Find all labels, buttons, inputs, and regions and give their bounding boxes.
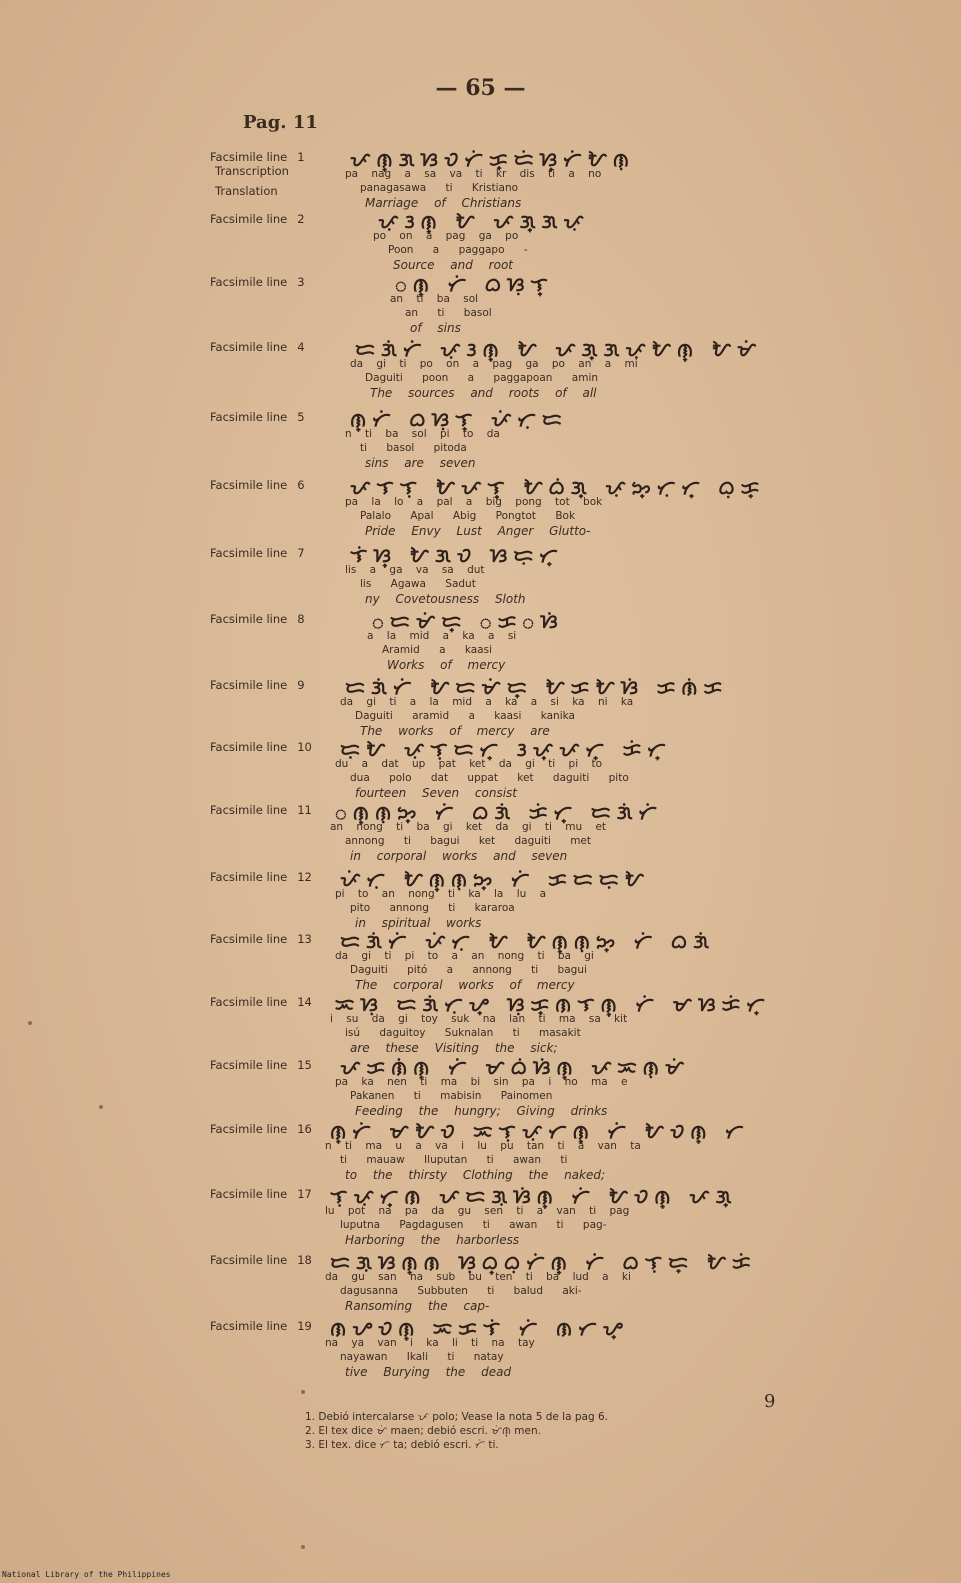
- facsimile-label: [210, 678, 305, 693]
- facsimile-label: [210, 1122, 312, 1137]
- label-text: Facsimile line: [210, 803, 288, 817]
- line-number: 4: [297, 340, 305, 354]
- label-text: Facsimile line: [210, 410, 288, 424]
- specks: [28, 1021, 32, 1025]
- transcription: Pakanen ti mabisin Painomen: [350, 1090, 553, 1102]
- row-label: Translation: [215, 184, 278, 198]
- library-footer: National Library of the Philippines: [2, 1570, 171, 1579]
- label-text: Facsimile line: [210, 740, 288, 754]
- line-number: 18: [297, 1253, 312, 1267]
- transcription: an ti basol: [405, 307, 492, 319]
- footnote: 3. El tex. dice ᜆ ta; debió escri. ᜆᜒ ti.: [305, 1439, 499, 1451]
- syllables: n ti ma u a va i lu pu tan ti a van ta: [325, 1140, 641, 1152]
- translation: Ransoming the cap-: [345, 1299, 490, 1313]
- footnote: 2. El tex dice ᜋᜒ maen; debió escri. ᜋᜒᜈ᜔ men.: [305, 1425, 541, 1437]
- label-text: Facsimile line: [210, 1187, 288, 1201]
- transcription: Aramid a kaasi: [382, 644, 493, 656]
- glyph: ᜇᜓᜀ ᜉᜓᜎᜓᜇᜆ᜔ ᜂᜉ᜔ᜉᜆ᜔ ᜃᜒᜆ᜔: [340, 739, 672, 761]
- label-text: Facsimile line: [210, 870, 288, 884]
- translation: ny Covetousness Sloth: [365, 592, 526, 606]
- translation: Works of mercy: [387, 658, 506, 672]
- syllables: n ti ba sol pi to da: [345, 428, 500, 440]
- syllables: da gu san na sub bu ten ti ba lud a ki: [325, 1271, 631, 1283]
- translation: The works of mercy are: [360, 724, 550, 738]
- glyph: ᜀᜈ᜔ ᜆᜒ ᜊᜐᜓᜎ᜔: [395, 274, 554, 296]
- facsimile-label: [210, 870, 312, 885]
- syllables: da gi ti pi to a an nong ti ba gi: [335, 950, 594, 962]
- syllables: an ti ba sol: [390, 293, 479, 305]
- syllables: pa ka nen ti ma bi sin pa i no ma e: [335, 1076, 628, 1088]
- glyph: ᜎᜓᜉᜓᜆ᜔ᜈ ᜉᜇᜄᜓᜐᜒᜈ᜔ ᜆᜒ ᜀᜏᜈ᜔ ᜉᜄ᜔: [330, 1186, 738, 1208]
- translation: Feeding the hungry; Giving drinks: [355, 1104, 608, 1118]
- glyph: ᜈ᜔ᜆᜒ ᜊᜐᜓᜎ᜔ ᜉᜒᜆᜓᜇ: [350, 409, 568, 431]
- label-text: Facsimile line: [210, 932, 288, 946]
- label-text: Facsimile line: [210, 1319, 288, 1333]
- glyph: ᜉᜃᜈᜒᜈ᜔ ᜆᜒ ᜋᜊᜒᜐᜒᜈ᜔ ᜉᜁᜈᜓᜋᜒ: [340, 1057, 691, 1079]
- line-number: 12: [297, 870, 312, 884]
- transcription: Daguiti poon a paggapoan amin: [365, 372, 599, 384]
- line-number: 5: [297, 410, 305, 424]
- glyph: ᜀᜈ᜔ᜈᜓᜅ᜔ ᜆᜒ ᜊᜄᜒ ᜃᜒᜆ᜔ ᜇᜄᜒᜆᜒ: [335, 802, 663, 824]
- label-text: Facsimile line: [210, 1122, 288, 1136]
- translation: tive Burying the dead: [345, 1365, 512, 1379]
- transcription: Daguiti pitó a annong ti bagui: [350, 964, 587, 976]
- label-text: Facsimile line: [210, 478, 288, 492]
- facsimile-label: [210, 212, 305, 227]
- transcription: dagusanna Subbuten ti balud aki-: [340, 1285, 582, 1297]
- label-text: Facsimile line: [210, 150, 288, 164]
- line-number: 3: [297, 275, 305, 289]
- glyph: ᜉᜎᜎᜓ ᜀᜉᜎ᜔ ᜀᜊᜒᜄ᜔ ᜉᜓᜅ᜔ᜆᜓᜆ᜔ ᜊᜓᜃ᜔: [350, 477, 766, 499]
- glyph: ᜈᜌᜏᜈ᜔ ᜁᜃᜎᜒ ᜆᜒ ᜈᜆᜌ᜔: [330, 1318, 629, 1340]
- glyph: ᜇᜄᜓᜐᜈ᜔ᜈ ᜐᜓᜊ᜔ᜊᜓᜆᜒᜈ᜔ ᜆᜒ ᜊᜎᜓᜇ᜔ ᜀᜃᜒ: [330, 1252, 757, 1274]
- translation: in spiritual works: [355, 916, 482, 930]
- facsimile-label: [210, 1187, 312, 1202]
- facsimile-label: [210, 1253, 312, 1268]
- line-number: 19: [297, 1319, 312, 1333]
- glyph: ᜁᜐᜓ ᜇᜄᜒᜆᜓᜌ᜔ ᜐᜓᜃ᜔ᜈᜎᜈ᜔ ᜆᜒ ᜋᜐᜃᜒᜆ᜔: [335, 994, 771, 1016]
- facsimile-label: [210, 1058, 312, 1073]
- syllables: du a dat up pat ket da gi ti pi to: [335, 758, 603, 770]
- syllables: na ya van i ka li ti na tay: [325, 1337, 535, 1349]
- line-number: 16: [297, 1122, 312, 1136]
- line-number: 15: [297, 1058, 312, 1072]
- label-text: Facsimile line: [210, 340, 288, 354]
- syllables: pi to an nong ti ka la lu a: [335, 888, 547, 900]
- glyph: ᜇᜄᜒᜆᜒ ᜀᜇᜋᜒᜇ᜔ ᜀᜃᜀᜐᜒ ᜃᜈᜒᜃ: [345, 677, 729, 699]
- line-number: 10: [297, 740, 312, 754]
- translation: sins are seven: [365, 456, 476, 470]
- translation: Marriage of Christians: [365, 196, 522, 210]
- specks: [99, 1105, 103, 1109]
- page-number: 9: [764, 1391, 776, 1412]
- glyph: ᜉᜒᜆᜓ ᜀᜈ᜔ᜈᜓᜅ᜔ ᜆᜒ ᜃᜇᜇᜓᜀ: [340, 869, 650, 891]
- label-text: Facsimile line: [210, 1253, 288, 1267]
- label-text: Facsimile line: [210, 995, 288, 1009]
- glyph: ᜈ᜔ᜆᜒ ᜋᜀᜏ ᜁᜎᜓᜉᜓᜆᜈ᜔ ᜆᜒ ᜀᜏᜈ᜔ ᜆ: [330, 1121, 750, 1143]
- label-text: Facsimile line: [210, 275, 288, 289]
- translation: The sources and roots of all: [370, 386, 597, 400]
- syllables: pa la lo a pal a big pong tot bok: [345, 496, 603, 508]
- glyph: ᜉᜓᜂᜈ᜔ ᜀ ᜉᜄ᜔ᜄᜉᜓ: [378, 211, 590, 233]
- facsimile-label: [210, 275, 305, 290]
- line-number: 7: [297, 546, 305, 560]
- line-number: 9: [297, 678, 305, 692]
- page-header: — 65 —: [435, 75, 526, 101]
- label-text: Facsimile line: [210, 546, 288, 560]
- syllables: po on a pag ga po: [373, 230, 519, 242]
- facsimile-label: [210, 612, 305, 627]
- facsimile-label: [210, 995, 312, 1010]
- label-text: Facsimile line: [210, 212, 288, 226]
- transcription: isú daguitoy Suknalan ti masakit: [345, 1027, 581, 1039]
- transcription: dua polo dat uppat ket daguiti pito: [350, 772, 629, 784]
- transcription: lis Agawa Sadut: [360, 578, 476, 590]
- glyph: ᜀᜇᜋᜒᜇ᜔ ᜀᜃᜀᜐᜒ: [372, 611, 564, 633]
- translation: Source and root: [393, 258, 514, 272]
- row-label: Transcription: [215, 164, 289, 178]
- footnote: 1. Debió intercalarse ᜉ polo; Vease la nota 5 de la pag 6.: [305, 1411, 608, 1423]
- facsimile-label: [210, 340, 305, 355]
- translation: Pride Envy Lust Anger Glutto-: [365, 524, 591, 538]
- glyph: ᜎᜒᜐ᜔ ᜀᜄᜏ ᜐᜇᜓᜆ᜔: [350, 545, 564, 567]
- syllables: lis a ga va sa dut: [345, 564, 485, 576]
- facsimile-label: [210, 150, 305, 165]
- transcription: annong ti bagui ket daguiti met: [345, 835, 592, 847]
- transcription: panagasawa ti Kristiano: [360, 182, 519, 194]
- line-number: 14: [297, 995, 312, 1009]
- line-number: 8: [297, 612, 305, 626]
- translation: are these Visiting the sick;: [350, 1041, 558, 1055]
- facsimile-label: [210, 410, 305, 425]
- syllables: da gi ti po on a pag ga po an a mi: [350, 358, 638, 370]
- facsimile-label: [210, 932, 312, 947]
- facsimile-label: [210, 546, 305, 561]
- footnotes: [305, 1410, 608, 1452]
- syllables: lu pot na pa da gu sen ti a van ti pag: [325, 1205, 630, 1217]
- transcription: ti mauaw Iluputan ti awan ti: [340, 1154, 568, 1166]
- syllables: da gi ti a la mid a ka a si ka ni ka: [340, 696, 634, 708]
- label-text: Facsimile line: [210, 612, 288, 626]
- line-number: 13: [297, 932, 312, 946]
- transcription: ti basol pitoda: [360, 442, 467, 454]
- page-reference: Pag. 11: [243, 112, 318, 133]
- glyph: ᜉᜈ᜔ᜄᜐᜏᜆᜒᜃ᜔ᜇᜒᜐ᜔ᜆᜒᜀᜈᜓ: [350, 149, 635, 171]
- transcription: pito annong ti kararoa: [350, 902, 515, 914]
- facsimile-label: [210, 803, 312, 818]
- translation: fourteen Seven consist: [355, 786, 517, 800]
- label-text: Facsimile line: [210, 678, 288, 692]
- transcription: Poon a paggapo -: [388, 244, 528, 256]
- syllables: pa nag a sa va ti kr dis ti a no: [345, 168, 602, 180]
- line-number: 11: [297, 803, 312, 817]
- transcription: luputna Pagdagusen ti awan ti pag-: [340, 1219, 607, 1231]
- glyph: ᜇᜄᜒᜆᜒ ᜉᜒᜆᜓ ᜀ ᜀᜈ᜔ᜈᜓᜅ᜔ ᜆᜒ ᜊᜄᜒ: [340, 931, 715, 953]
- specks: [301, 1390, 305, 1394]
- specks: [301, 1545, 305, 1549]
- line-number: 17: [297, 1187, 312, 1201]
- line-number: 1: [297, 150, 305, 164]
- line-number: 6: [297, 478, 305, 492]
- syllables: an nong ti ba gi ket da gi ti mu et: [330, 821, 607, 833]
- label-text: Facsimile line: [210, 1058, 288, 1072]
- glyph: ᜇᜄᜒᜆᜒ ᜉᜓᜂᜈ᜔ ᜀ ᜉᜄ᜔ᜄᜉᜓᜀᜈ᜔ ᜀᜋᜒ: [355, 339, 763, 361]
- transcription: Daguiti aramid a kaasi kanika: [355, 710, 575, 722]
- syllables: i su da gi toy suk na lan ti ma sa kit: [330, 1013, 628, 1025]
- line-number: 2: [297, 212, 305, 226]
- transcription: nayawan Ikali ti natay: [340, 1351, 504, 1363]
- facsimile-label: [210, 478, 305, 493]
- translation: to the thirsty Clothing the naked;: [345, 1168, 606, 1182]
- facsimile-label: [210, 740, 312, 755]
- syllables: a la mid a ka a si: [367, 630, 517, 642]
- translation: Harboring the harborless: [345, 1233, 520, 1247]
- facsimile-label: [210, 1319, 312, 1334]
- translation: in corporal works and seven: [350, 849, 568, 863]
- translation: The corporal works of mercy: [355, 978, 575, 992]
- translation: of sins: [410, 321, 461, 335]
- transcription: Palalo Apal Abig Pongtot Bok: [360, 510, 576, 522]
